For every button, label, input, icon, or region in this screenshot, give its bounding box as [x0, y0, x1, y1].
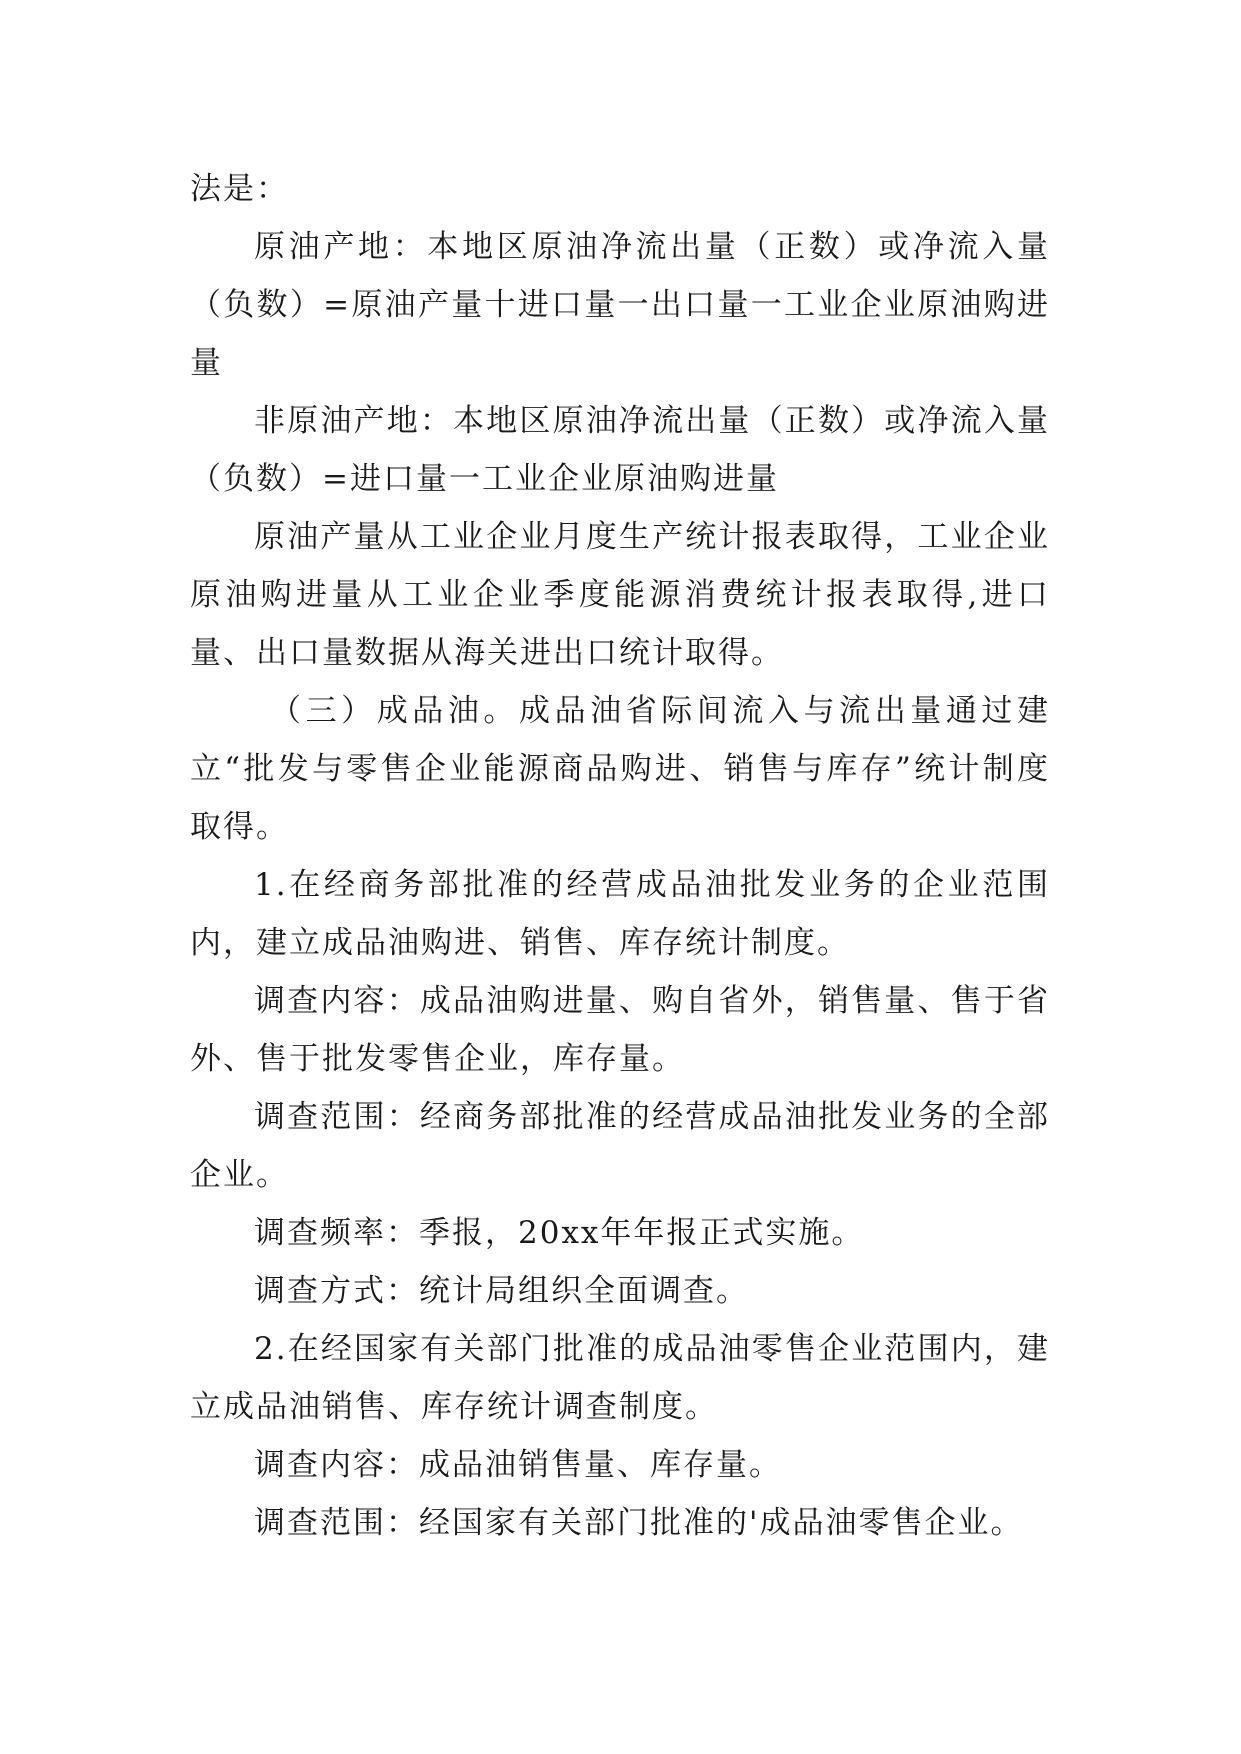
paragraph-data-sources: 原油产量从工业企业月度生产统计报表取得，工业企业原油购进量从工业企业季度能源消费统计报表取得,进口量、出口量数据从海关进出口统计取得。 [190, 519, 1050, 671]
paragraph-item-1: 1.在经商务部批准的经营成品油批发业务的企业范围内，建立成品油购进、销售、库存统计制度。 [190, 867, 1050, 961]
paragraph-survey-frequency: 调查频率：季报，20xx年年报正式实施。 [254, 1215, 865, 1251]
paragraph-survey-content-2: 调查内容：成品油销售量、库存量。 [254, 1447, 782, 1483]
paragraph-refined-oil-heading: （三）成品油。成品油省际间流入与流出量通过建立“批发与零售企业能源商品购进、销售与库存”统计制度取得。 [190, 693, 1050, 845]
paragraph-non-crude-producing-region: 非原油产地：本地区原油净流出量（正数）或净流入量（负数）=进口量一工业企业原油购进量 [190, 403, 1050, 497]
paragraph-survey-scope-2: 调查范围：经国家有关部门批准的'成品油零售企业。 [254, 1505, 1024, 1541]
paragraph-item-2: 2.在经国家有关部门批准的成品油零售企业范围内，建立成品油销售、库存统计调查制度。 [190, 1331, 1050, 1425]
paragraph-survey-method: 调查方式：统计局组织全面调查。 [254, 1273, 749, 1309]
paragraph-survey-scope-1: 调查范围：经商务部批准的经营成品油批发业务的全部企业。 [190, 1099, 1050, 1193]
paragraph-method-tail: 法是： [190, 171, 289, 207]
paragraph-survey-content-1: 调查内容：成品油购进量、购自省外，销售量、售于省外、售于批发零售企业，库存量。 [190, 983, 1050, 1077]
paragraph-crude-producing-region: 原油产地：本地区原油净流出量（正数）或净流入量（负数）=原油产量十进口量一出口量一工业企业原油购进量 [190, 229, 1050, 381]
document-page [190, 160, 1050, 1552]
